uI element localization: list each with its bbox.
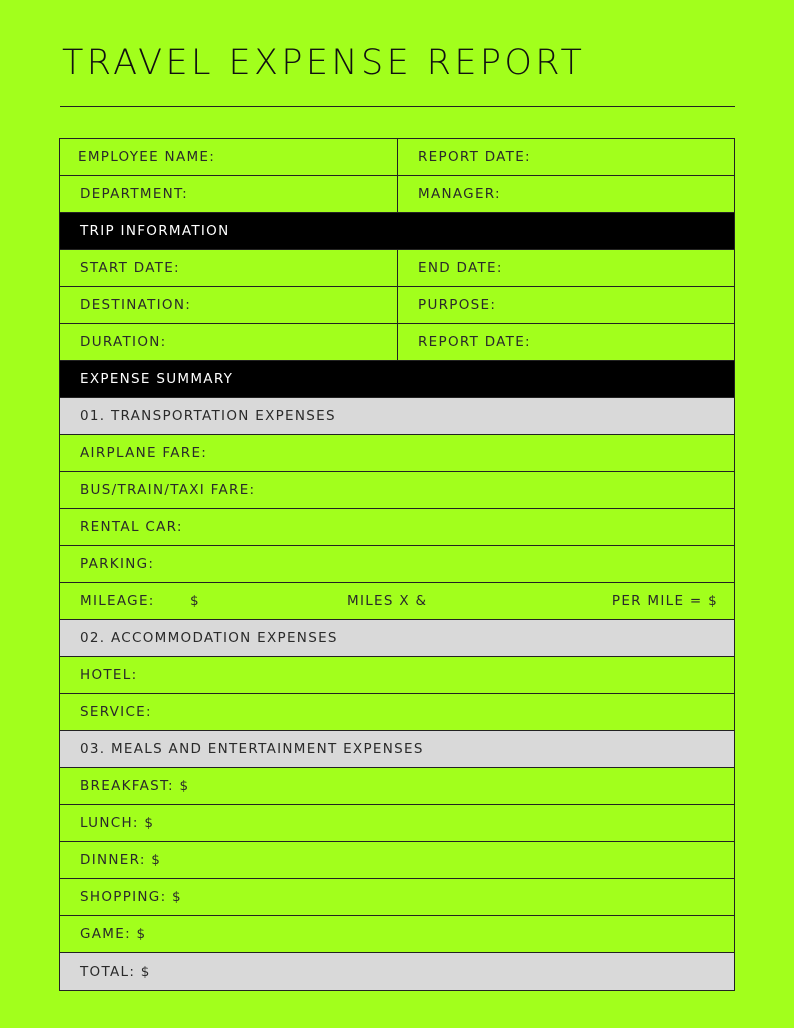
start-date-label: START DATE:: [80, 260, 180, 276]
transportation-title: 01. TRANSPORTATION EXPENSES: [80, 408, 336, 424]
breakfast-field[interactable]: [60, 768, 734, 805]
mileage-dollar-sign: $: [190, 593, 200, 609]
expense-form: [59, 138, 735, 991]
bus-train-taxi-fare-field[interactable]: [60, 472, 734, 509]
report-date-label: REPORT DATE:: [418, 149, 531, 165]
destination-field[interactable]: [60, 287, 398, 323]
trip-duration-row: [60, 324, 734, 361]
service-field[interactable]: [60, 694, 734, 731]
employee-row: [60, 139, 734, 176]
accommodation-title: 02. ACCOMMODATION EXPENSES: [80, 630, 338, 646]
trip-report-date-label: REPORT DATE:: [418, 334, 531, 350]
meals-section-header: [60, 731, 734, 768]
trip-information-title: TRIP INFORMATION: [80, 223, 230, 239]
shopping-label: SHOPPING: $: [80, 889, 182, 905]
page-title: TRAVEL EXPENSE REPORT: [62, 43, 586, 83]
rental-car-label: RENTAL CAR:: [80, 519, 183, 535]
department-row: [60, 176, 734, 213]
meals-title: 03. MEALS AND ENTERTAINMENT EXPENSES: [80, 741, 424, 757]
purpose-field[interactable]: [398, 287, 734, 323]
trip-report-date-field[interactable]: [398, 324, 734, 360]
title-divider: [60, 106, 735, 107]
parking-label: PARKING:: [80, 556, 155, 572]
mileage-line: [60, 583, 734, 619]
trip-destination-row: [60, 287, 734, 324]
parking-field[interactable]: [60, 546, 734, 583]
destination-label: DESTINATION:: [80, 297, 192, 313]
airplane-fare-label: AIRPLANE FARE:: [80, 445, 208, 461]
end-date-label: END DATE:: [418, 260, 503, 276]
total-label: TOTAL: $: [80, 963, 151, 980]
hotel-field[interactable]: [60, 657, 734, 694]
accommodation-section-header: [60, 620, 734, 657]
breakfast-label: BREAKFAST: $: [80, 778, 190, 794]
dinner-field[interactable]: [60, 842, 734, 879]
manager-label: MANAGER:: [418, 186, 501, 202]
department-field[interactable]: [60, 176, 398, 212]
trip-dates-row: [60, 250, 734, 287]
hotel-label: HOTEL:: [80, 667, 138, 683]
department-label: DEPARTMENT:: [80, 186, 188, 202]
airplane-fare-field[interactable]: [60, 435, 734, 472]
miles-x-label: MILES X &: [347, 593, 428, 609]
trip-information-header: [60, 213, 734, 250]
expense-summary-title: EXPENSE SUMMARY: [80, 371, 234, 387]
mileage-field[interactable]: [60, 583, 734, 620]
bus-train-taxi-fare-label: BUS/TRAIN/TAXI FARE:: [80, 482, 256, 498]
mileage-label: MILEAGE:: [80, 593, 155, 609]
game-field[interactable]: [60, 916, 734, 953]
total-field[interactable]: [60, 953, 734, 990]
employee-name-field[interactable]: [60, 139, 398, 175]
duration-field[interactable]: [60, 324, 398, 360]
manager-field[interactable]: [398, 176, 734, 212]
start-date-field[interactable]: [60, 250, 398, 286]
transportation-section-header: [60, 398, 734, 435]
lunch-field[interactable]: [60, 805, 734, 842]
dinner-label: DINNER: $: [80, 852, 162, 868]
rental-car-field[interactable]: [60, 509, 734, 546]
report-date-field[interactable]: [398, 139, 734, 175]
lunch-label: LUNCH: $: [80, 815, 155, 831]
end-date-field[interactable]: [398, 250, 734, 286]
game-label: GAME: $: [80, 926, 147, 942]
per-mile-label: PER MILE = $: [611, 593, 718, 609]
expense-summary-header: [60, 361, 734, 398]
employee-name-label: EMPLOYEE NAME:: [78, 149, 216, 165]
purpose-label: PURPOSE:: [418, 297, 497, 313]
shopping-field[interactable]: [60, 879, 734, 916]
duration-label: DURATION:: [80, 334, 167, 350]
service-label: SERVICE:: [80, 704, 152, 720]
